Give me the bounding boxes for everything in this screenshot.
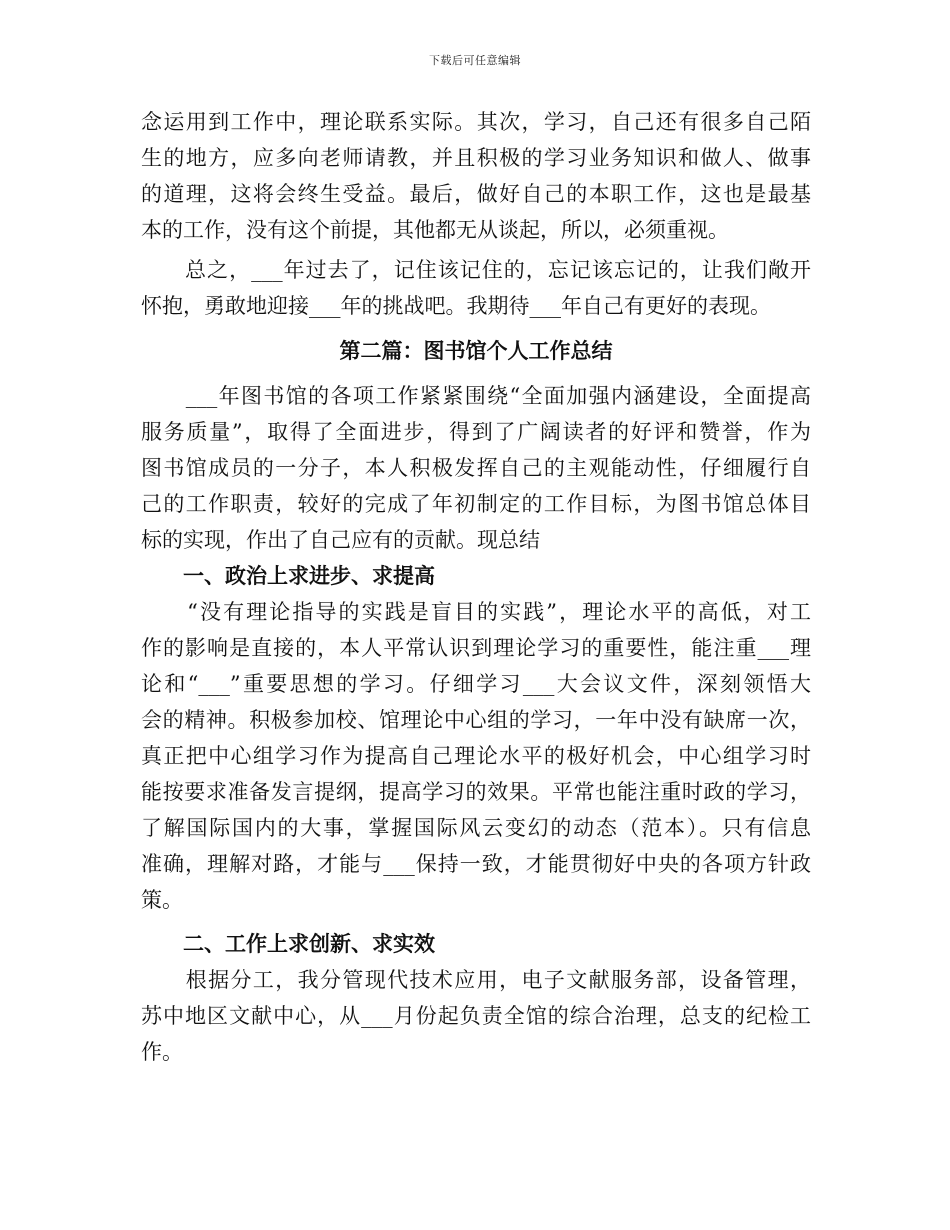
paragraph-intro bbox=[141, 378, 811, 558]
text-line: 念运用到工作中，理论联系实际。其次，学习，自己还有很多自己陌 bbox=[141, 110, 811, 134]
text-line: 服务质量”，取得了全面进步，得到了广阔读者的好评和赞誉，作为 bbox=[141, 420, 811, 444]
text-line: 策。 bbox=[141, 888, 183, 912]
section-title: 第二篇：图书馆个人工作总结 bbox=[339, 339, 613, 363]
text-line: 了解国际国内的大事，掌握国际风云变幻的动态（范本）。只有信息 bbox=[141, 816, 811, 840]
text-line: 苏中地区文献中心，从___月份起负责全馆的综合治理，总支的纪检工 bbox=[141, 1004, 811, 1028]
text-line: 作的影响是直接的，本人平常认识到理论学习的重要性，能注重___理 bbox=[141, 636, 811, 660]
text-line: 怀抱，勇敢地迎接___年的挑战吧。我期待___年自己有更好的表现。 bbox=[141, 294, 771, 318]
paragraph-conclusion bbox=[141, 252, 811, 324]
subsection-heading-politics: 一、政治上求进步、求提高 bbox=[141, 564, 435, 588]
paragraph-politics bbox=[141, 594, 811, 918]
text-line: 根据分工，我分管现代技术应用，电子文献服务部，设备管理， bbox=[141, 968, 811, 992]
text-line: 会的精神。积极参加校、馆理论中心组的学习，一年中没有缺席一次， bbox=[141, 708, 811, 732]
text-line: 的道理，这将会终生受益。最后，做好自己的本职工作，这也是最基 bbox=[141, 182, 811, 206]
text-line: ___年图书馆的各项工作紧紧围绕“全面加强内涵建设，全面提高 bbox=[141, 384, 811, 408]
text-line: “没有理论指导的实践是盲目的实践”，理论水平的高低，对工 bbox=[141, 600, 811, 624]
text-line: 论和“___”重要思想的学习。仔细学习___大会议文件，深刻领悟大 bbox=[141, 672, 811, 696]
text-line: 准确，理解对路，才能与___保持一致，才能贯彻好中央的各项方针政 bbox=[141, 852, 811, 876]
text-line: 生的地方，应多向老师请教，并且积极的学习业务知识和做人、做事 bbox=[141, 146, 811, 170]
text-line: 本的工作，没有这个前提，其他都无从谈起，所以，必须重视。 bbox=[141, 218, 729, 242]
text-line: 图书馆成员的一分子，本人积极发挥自己的主观能动性，仔细履行自 bbox=[141, 456, 811, 480]
subsection-heading-work: 二、工作上求创新、求实效 bbox=[141, 932, 435, 956]
paragraph-work bbox=[141, 962, 811, 1070]
text-line: 己的工作职责，较好的完成了年初制定的工作目标，为图书馆总体目 bbox=[141, 492, 811, 516]
text-line: 标的实现，作出了自己应有的贡献。现总结 bbox=[141, 528, 540, 552]
text-line: 总之，___年过去了，记住该记住的，忘记该忘记的，让我们敞开 bbox=[141, 258, 811, 282]
text-line: 作。 bbox=[141, 1040, 183, 1064]
paragraph-continuation bbox=[141, 104, 811, 248]
page-header: 下载后可任意编辑 bbox=[429, 54, 521, 67]
text-line: 能按要求准备发言提纲，提高学习的效果。平常也能注重时政的学习， bbox=[141, 780, 811, 804]
text-line: 真正把中心组学习作为提高自己理论水平的极好机会，中心组学习时 bbox=[141, 744, 811, 768]
document-body bbox=[141, 104, 811, 1070]
